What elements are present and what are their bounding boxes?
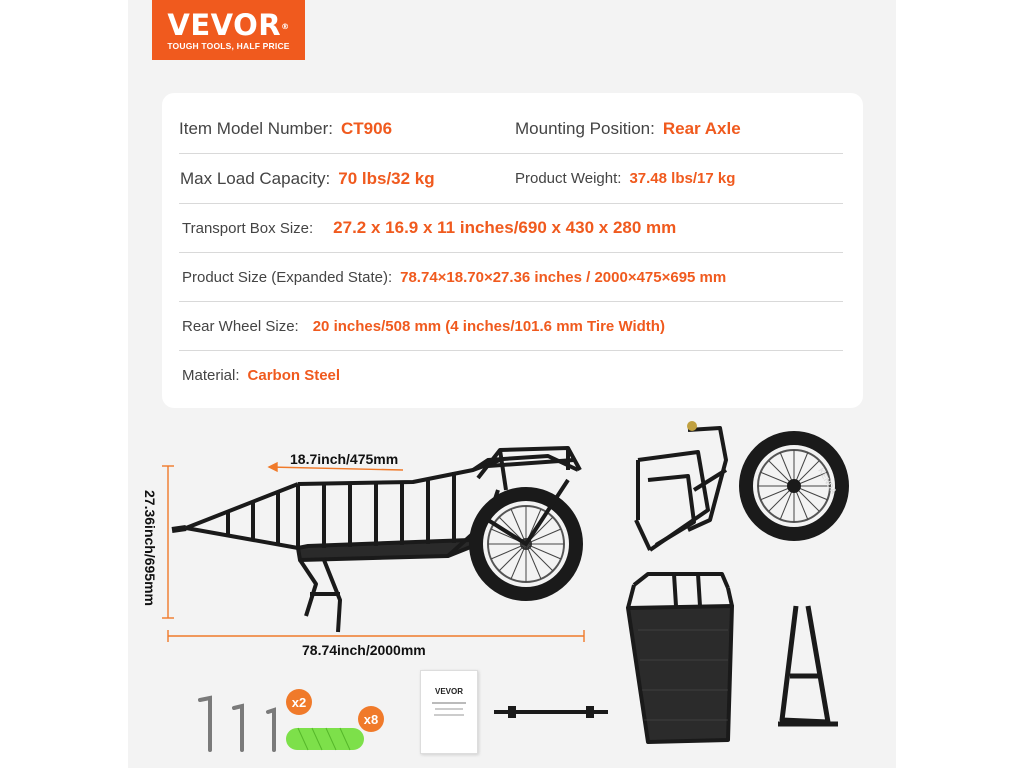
- quantity-badge-x8: x8: [358, 706, 384, 732]
- size-label: Product Size (Expanded State):: [182, 268, 393, 286]
- mount-value: Rear Axle: [662, 119, 741, 138]
- material-value: Carbon Steel: [247, 367, 341, 384]
- width-dimension-label: 18.7inch/475mm: [290, 451, 399, 467]
- model-label: Item Model Number:: [179, 119, 333, 138]
- quantity-badge-x2: x2: [286, 689, 312, 715]
- height-dimension-text: 27.36inch/695mm: [142, 490, 158, 606]
- tire-brand: KENDA: [816, 466, 839, 496]
- model-value: CT906: [341, 119, 393, 138]
- size-value: 78.74×18.70×27.36 inches / 2000×475×695 mm: [400, 268, 727, 286]
- wheel-label: Rear Wheel Size:: [182, 317, 299, 335]
- wheel-value: 20 inches/508 mm (4 inches/101.6 mm Tire Width): [312, 317, 665, 335]
- box-label: Transport Box Size:: [182, 219, 314, 237]
- load-value: 70 lbs/32 kg: [338, 168, 435, 188]
- length-dimension-label: 78.74inch/2000mm: [302, 642, 426, 658]
- brand-tagline: TOUGH TOOLS, HALF PRICE: [167, 41, 290, 51]
- mount-label: Mounting Position:: [515, 119, 655, 138]
- load-label: Max Load Capacity:: [180, 168, 331, 188]
- box-value: 27.2 x 16.9 x 11 inches/690 x 430 x 280 mm: [333, 218, 677, 237]
- material-label: Material:: [182, 367, 240, 384]
- manual-brand: VEVOR: [434, 687, 463, 696]
- product-image: [128, 0, 896, 768]
- axle-part: [128, 0, 896, 768]
- weight-label: Product Weight:: [515, 170, 622, 187]
- brand-name: VEVOR®: [167, 8, 290, 42]
- weight-value: 37.48 lbs/17 kg: [629, 170, 736, 187]
